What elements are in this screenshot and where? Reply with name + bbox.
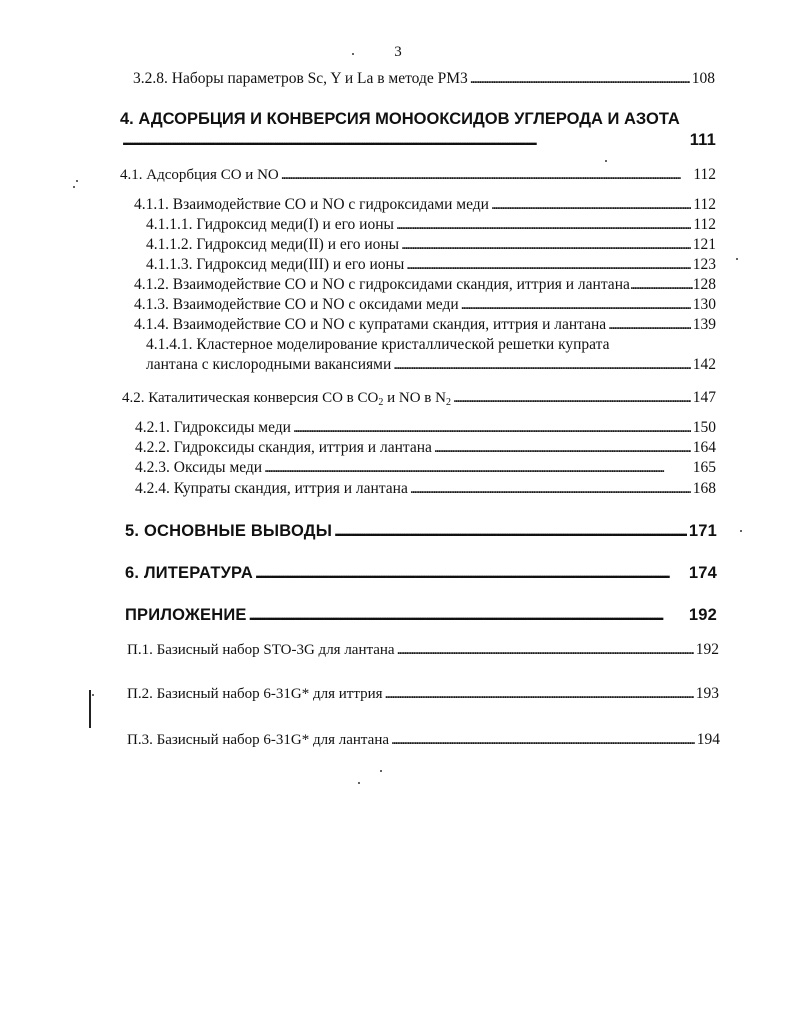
speck <box>352 53 354 55</box>
toc-entry-4-1-1 <box>134 196 716 214</box>
dot-leader <box>608 316 691 334</box>
toc-entry-4-2-1 <box>135 419 716 437</box>
dot-leader <box>396 216 691 234</box>
toc-entry-4-2-3 <box>135 459 716 477</box>
toc-entry-title: 4.1.1.1. Гидроксид меди(I) и его ионы <box>146 216 394 233</box>
toc-entry-title: П.1. Базисный набор STO-3G для лантана <box>127 642 395 658</box>
speck <box>76 180 78 182</box>
toc-entry-page: 108 <box>691 70 715 87</box>
toc-entry-page: 165 <box>692 459 716 476</box>
toc-entry-page: 128 <box>692 276 716 293</box>
toc-entry-page: 142 <box>692 356 716 373</box>
dot-leader <box>122 132 688 150</box>
toc-entry-title: 4.1.1. Взаимодействие CO и NO с гидроксидами меди <box>134 196 489 213</box>
dot-leader <box>391 731 695 749</box>
dot-leader <box>397 641 694 659</box>
toc-entry-title: П.2. Базисный набор 6-31G* для иттрия <box>127 686 383 702</box>
dot-leader <box>406 256 690 274</box>
toc-entry-4-1-2 <box>134 276 716 294</box>
speck <box>605 160 607 162</box>
dot-leader <box>491 196 691 214</box>
toc-entry-4-2 <box>122 389 716 407</box>
toc-entry-title: 4.1.3. Взаимодействие CO и NO с оксидами меди <box>134 296 459 313</box>
speck <box>358 782 360 784</box>
scan-margin-mark <box>89 690 91 728</box>
dot-leader <box>630 276 693 294</box>
toc-entry-4-1-4-1 <box>146 356 716 374</box>
speck <box>92 694 94 696</box>
toc-entry-4-1-1-2 <box>146 236 716 254</box>
toc-entry-title: ПРИЛОЖЕНИЕ <box>125 606 247 624</box>
toc-entry-title: 3.2.8. Наборы параметров Sc, Y и La в методе PM3 <box>133 70 468 87</box>
dot-leader <box>334 523 687 541</box>
toc-entry-4-1-1-1 <box>146 216 716 234</box>
toc-entry-title: 4.2.4. Купраты скандия, иттрия и лантана <box>135 480 408 497</box>
toc-entry-title: 4.1.2. Взаимодействие CO и NO с гидроксидами скандия, иттрия и лантана <box>134 276 630 293</box>
toc-entry-page: 112 <box>693 166 716 183</box>
toc-entry-4-1-3 <box>134 296 716 314</box>
dot-leader <box>293 419 691 437</box>
toc-entry-page: 193 <box>695 685 719 702</box>
toc-entry-title: 6. ЛИТЕРАТУРА <box>125 564 253 582</box>
speck <box>740 530 742 532</box>
toc-entry-title: 4.2.1. Гидроксиды меди <box>135 419 291 436</box>
toc-chapter-4-page: 111 <box>689 131 716 149</box>
toc-entry-4-1-4-1-line1: 4.1.4.1. Кластерное моделирование кристаллической решетки купрата <box>146 336 610 353</box>
toc-chapter-4-leader-line <box>120 131 716 150</box>
dot-leader <box>470 70 690 88</box>
toc-entry-title: 4.1.1.3. Гидроксид меди(III) и его ионы <box>146 256 405 273</box>
dot-leader <box>255 565 687 583</box>
toc-entry-4-1-1-3 <box>146 256 716 274</box>
toc-chapter-6 <box>125 564 717 583</box>
page-number: 3 <box>394 44 402 60</box>
speck <box>73 186 75 188</box>
dot-leader <box>453 389 691 407</box>
dot-leader <box>434 439 691 457</box>
toc-entry-page: 174 <box>688 564 717 582</box>
dot-leader <box>264 459 691 477</box>
toc-entry-page: 164 <box>692 439 716 456</box>
toc-entry-page: 194 <box>696 731 720 748</box>
toc-chapter-4-title: 4. АДСОРБЦИЯ И КОНВЕРСИЯ МОНООКСИДОВ УГЛЕРОДА И АЗОТА <box>120 110 680 128</box>
toc-entry-title: 4.1.4. Взаимодействие CO и NO с купратами скандия, иттрия и лантана <box>134 316 607 333</box>
dot-leader <box>461 296 691 314</box>
toc-chapter-5 <box>125 522 717 541</box>
toc-entry-3-2-8 <box>133 70 715 88</box>
dot-leader <box>410 480 691 498</box>
toc-entry-4-1-4 <box>134 316 716 334</box>
toc-entry-title: 4.1. Адсорбция CO и NO <box>120 167 279 183</box>
toc-entry-4-2-4 <box>135 480 716 498</box>
toc-appendix-p2 <box>127 685 719 703</box>
toc-entry-page: 130 <box>692 296 716 313</box>
toc-entry-page: 150 <box>692 419 716 436</box>
toc-entry-title: лантана с кислородными вакансиями <box>146 356 392 373</box>
toc-entry-title: П.3. Базисный набор 6-31G* для лантана <box>127 732 390 748</box>
toc-entry-title: 4.2.2. Гидроксиды скандия, иттрия и лантана <box>135 439 432 456</box>
toc-appendix <box>125 606 717 625</box>
toc-entry-title: 4.2.3. Оксиды меди <box>135 459 263 476</box>
speck <box>736 258 738 260</box>
dot-leader <box>249 607 687 625</box>
toc-entry-page: 192 <box>695 641 719 658</box>
toc-entry-page: 147 <box>692 389 716 406</box>
toc-entry-title: 4.2. Каталитическая конверсия CO в $CO_2$ и NO в $N_2$ <box>122 390 451 408</box>
toc-entry-4-2-2 <box>135 439 716 457</box>
toc-entry-page: 139 <box>692 316 716 333</box>
toc-entry-page: 192 <box>688 606 717 624</box>
toc-entry-title: 5. ОСНОВНЫЕ ВЫВОДЫ <box>125 522 333 540</box>
toc-entry-title: 4.1.1.2. Гидроксид меди(II) и его ионы <box>146 236 400 253</box>
dot-leader <box>401 236 691 254</box>
toc-entry-page: 112 <box>693 196 716 213</box>
dot-leader <box>393 356 691 374</box>
speck <box>380 770 382 772</box>
toc-appendix-p3 <box>127 731 720 749</box>
dot-leader <box>385 685 694 703</box>
toc-entry-page: 112 <box>693 216 716 233</box>
toc-entry-4-1 <box>120 166 716 184</box>
toc-appendix-p1 <box>127 641 719 659</box>
dot-leader <box>281 166 692 184</box>
toc-entry-page: 123 <box>692 256 716 273</box>
toc-entry-page: 171 <box>688 522 717 540</box>
toc-entry-page: 121 <box>692 236 716 253</box>
toc-entry-page: 168 <box>692 480 716 497</box>
